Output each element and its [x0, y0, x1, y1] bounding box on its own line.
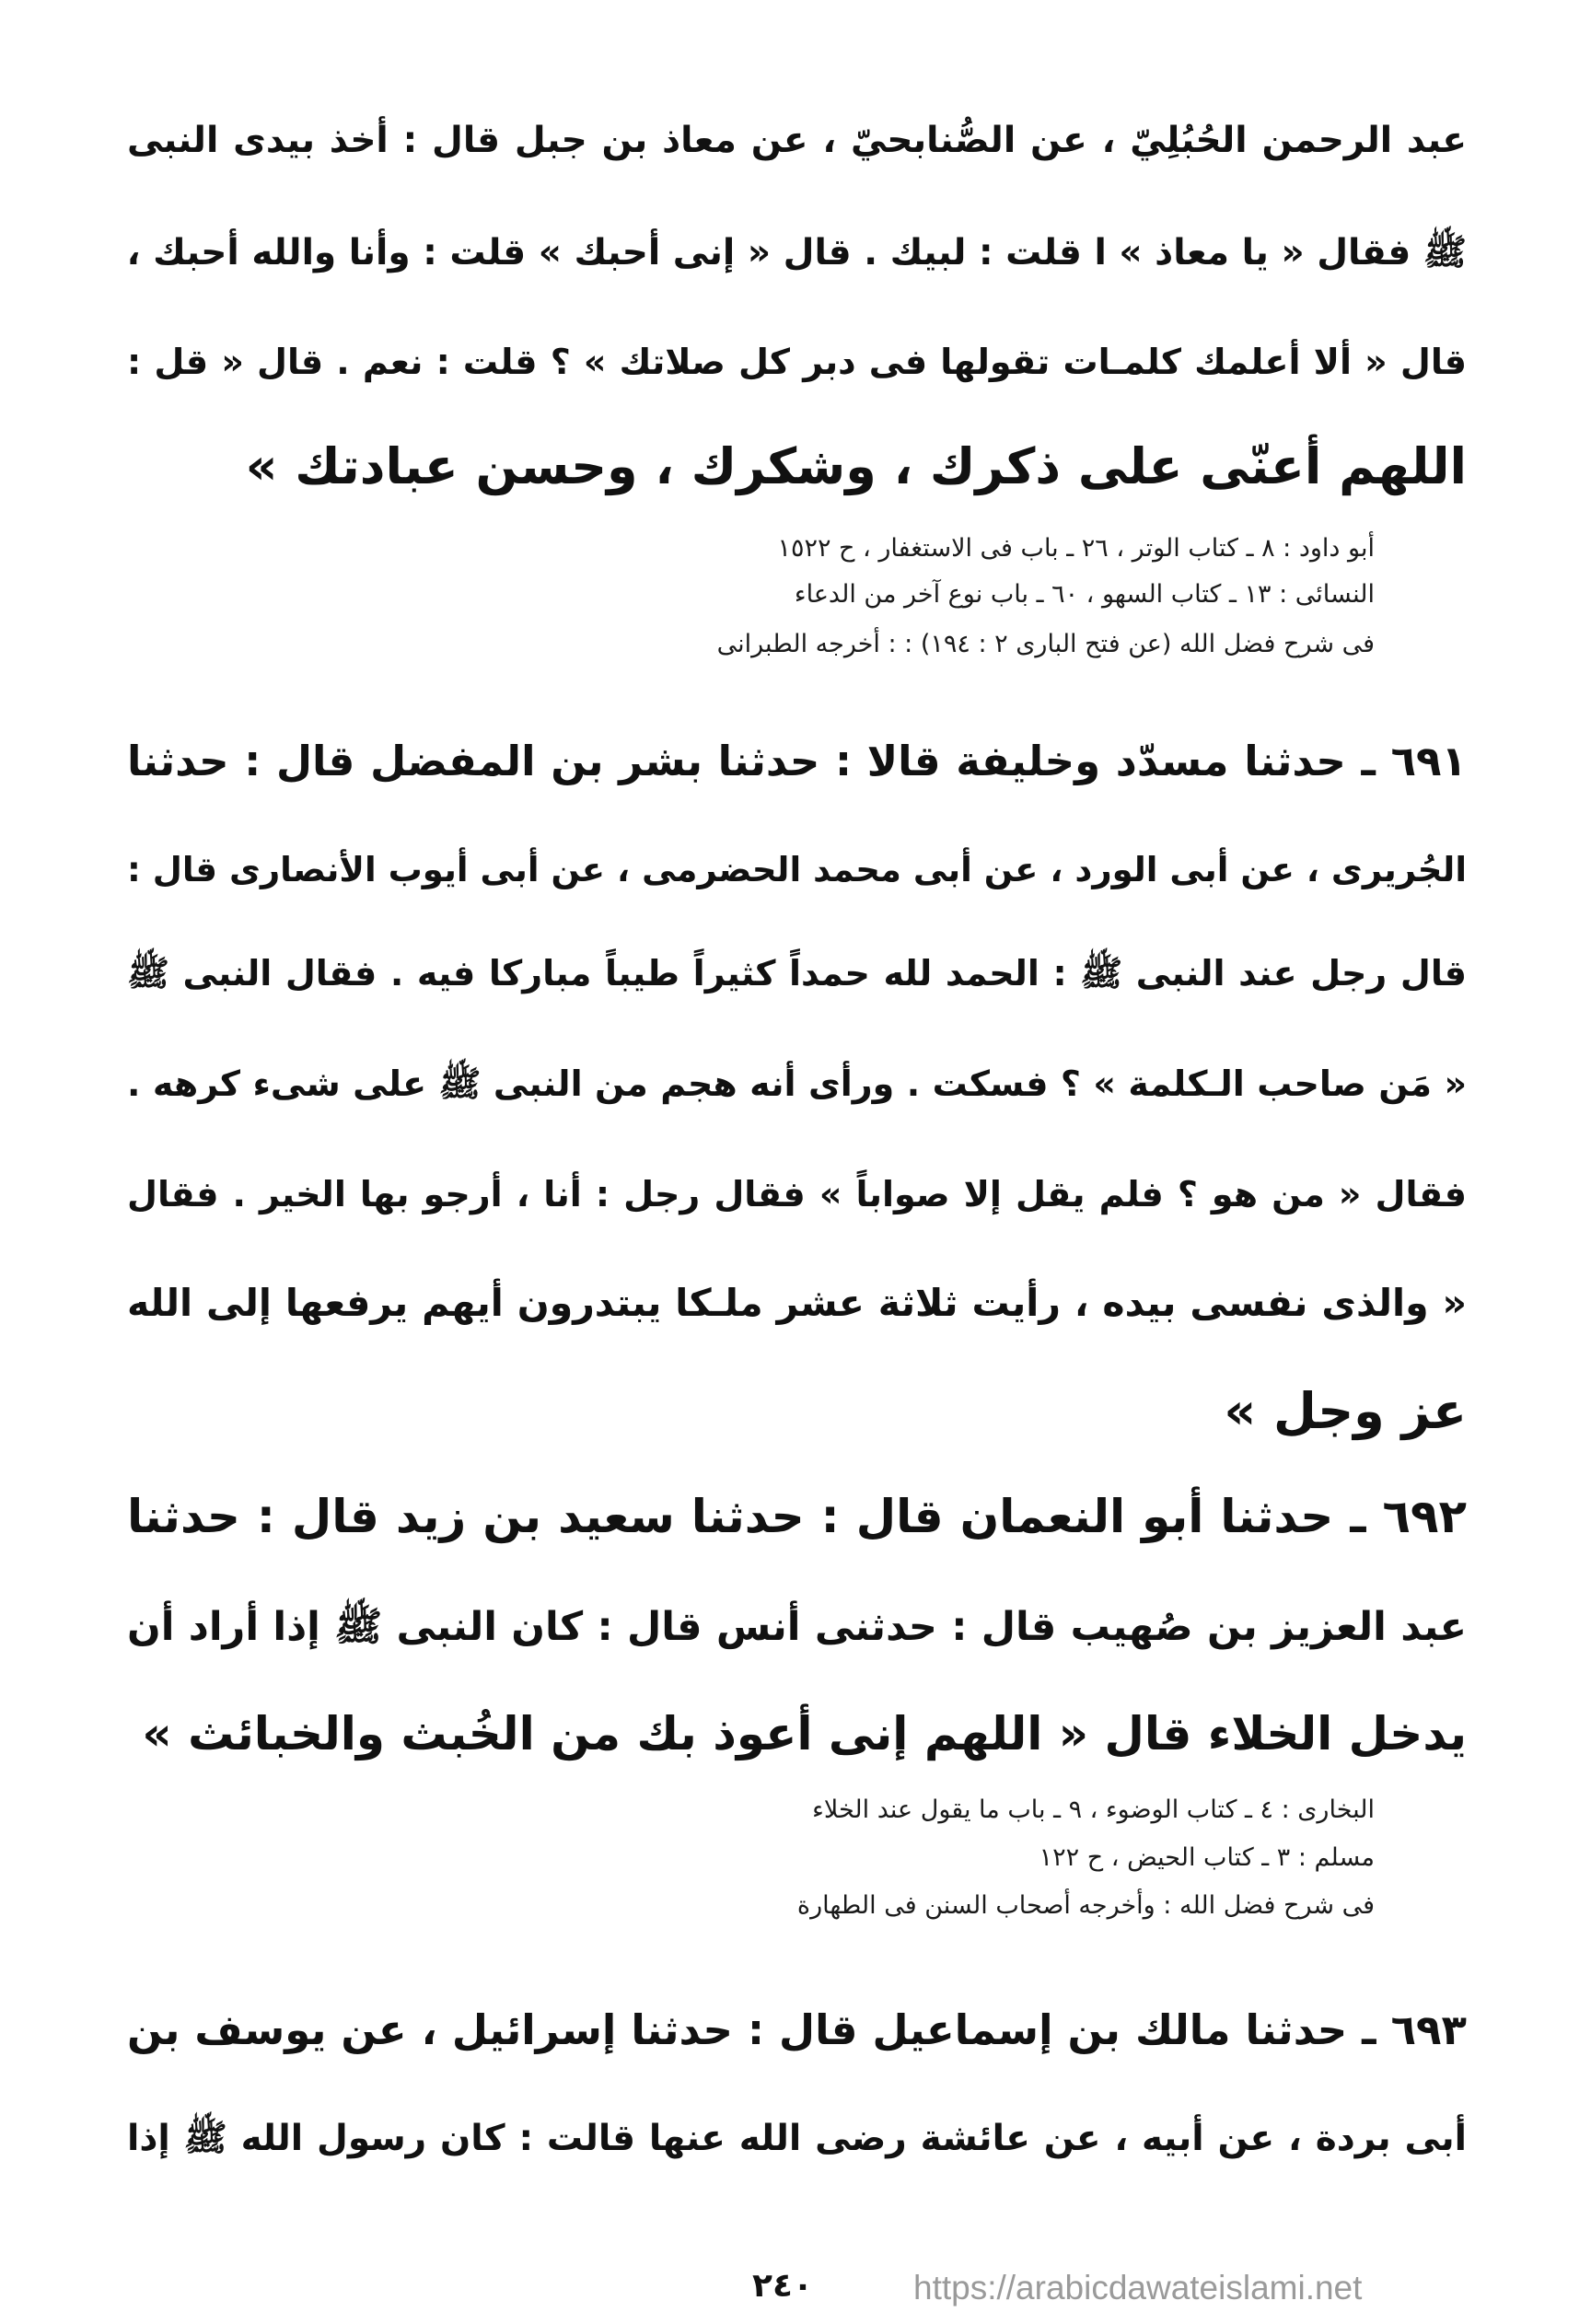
hadith-691-line: عز وجل » [1224, 1382, 1467, 1440]
hadith-691-line: قال رجل عند النبى ﷺ : الحمد لله حمداً كثيراً طيباً مباركا فيه . فقال النبى ﷺ [127, 953, 1467, 994]
page-number: ٢٤٠ [752, 2267, 813, 2305]
text-line: اللهم أعنّى على ذكرك ، وشكرك ، وحسن عبادتك » [245, 437, 1467, 495]
hadith-691-line: « والذى نفسى بيده ، رأيت ثلاثة عشر ملـكا يبتدرون أيهم يرفعها إلى الله [127, 1281, 1467, 1325]
footnote-line: فى شرح فضل الله : وأخرجه أصحاب السنن فى الطهارة [796, 1891, 1375, 1920]
footnote-line: أبو داود : ٨ ـ كتاب الوتر ، ٢٦ ـ باب فى الاستغفار ، ح ١٥٢٢ [777, 534, 1375, 563]
hadith-691-line: « مَن صاحب الـكلمة » ؟ فسكت . ورأى أنه هجم من النبى ﷺ على شىء كرهه . [127, 1063, 1467, 1104]
footnote-line: مسلم : ٣ ـ كتاب الحيض ، ح ١٢٢ [1039, 1843, 1375, 1872]
hadith-692-line: يدخل الخلاء قال « اللهم إنى أعوذ بك من الخُبث والخبائث » [142, 1707, 1467, 1760]
watermark-url: https://arabicdawateislami.net [913, 2269, 1363, 2307]
hadith-691-line: فقال « من هو ؟ فلم يقل إلا صواباً » فقال رجل : أنا ، أرجو بها الخير . فقال [127, 1174, 1467, 1214]
hadith-691-line: الجُريرى ، عن أبى الورد ، عن أبى محمد الحضرمى ، عن أبى أيوب الأنصارى قال : [127, 850, 1467, 889]
hadith-693-line: أبى بردة ، عن أبيه ، عن عائشة رضى الله عنها قالت : كان رسول الله ﷺ إذا [127, 2118, 1467, 2159]
hadith-693-line: ٦٩٣ ـ حدثنا مالك بن إسماعيل قال : حدثنا إسرائيل ، عن يوسف بن [127, 2005, 1467, 2054]
footnote-line: فى شرح فضل الله (عن فتح البارى ٢ : ١٩٤) : : أخرجه الطبرانى [716, 630, 1375, 658]
text-line: ﷺ فقال « يا معاذ » ا قلت : لبيك . قال « إنى أحبك » قلت : وأنا والله أحبك ، [127, 232, 1467, 273]
text-line: عبد الرحمن الحُبُلِيّ ، عن الصُّنابحيّ ، عن معاذ بن جبل قال : أخذ بيدى النبى [127, 120, 1467, 161]
hadith-691-line: ٦٩١ ـ حدثنا مسدّد وخليفة قالا : حدثنا بشر بن المفضل قال : حدثنا [127, 737, 1467, 785]
footnote-line: البخارى : ٤ ـ كتاب الوضوء ، ٩ ـ باب ما يقول عند الخلاء [812, 1795, 1375, 1824]
footnote-line: النسائى : ١٣ ـ كتاب السهو ، ٦٠ ـ باب نوع آخر من الدعاء [794, 580, 1375, 609]
hadith-692-line: ٦٩٢ ـ حدثنا أبو النعمان قال : حدثنا سعيد بن زيد قال : حدثنا [127, 1490, 1467, 1543]
hadith-692-line: عبد العزيز بن صُهيب قال : حدثنى أنس قال : كان النبى ﷺ إذا أراد أن [127, 1604, 1467, 1650]
text-line: قال « ألا أعلمك كلمـات تقولها فى دبر كل صلاتك » ؟ قلت : نعم . قال « قل : [127, 342, 1467, 382]
